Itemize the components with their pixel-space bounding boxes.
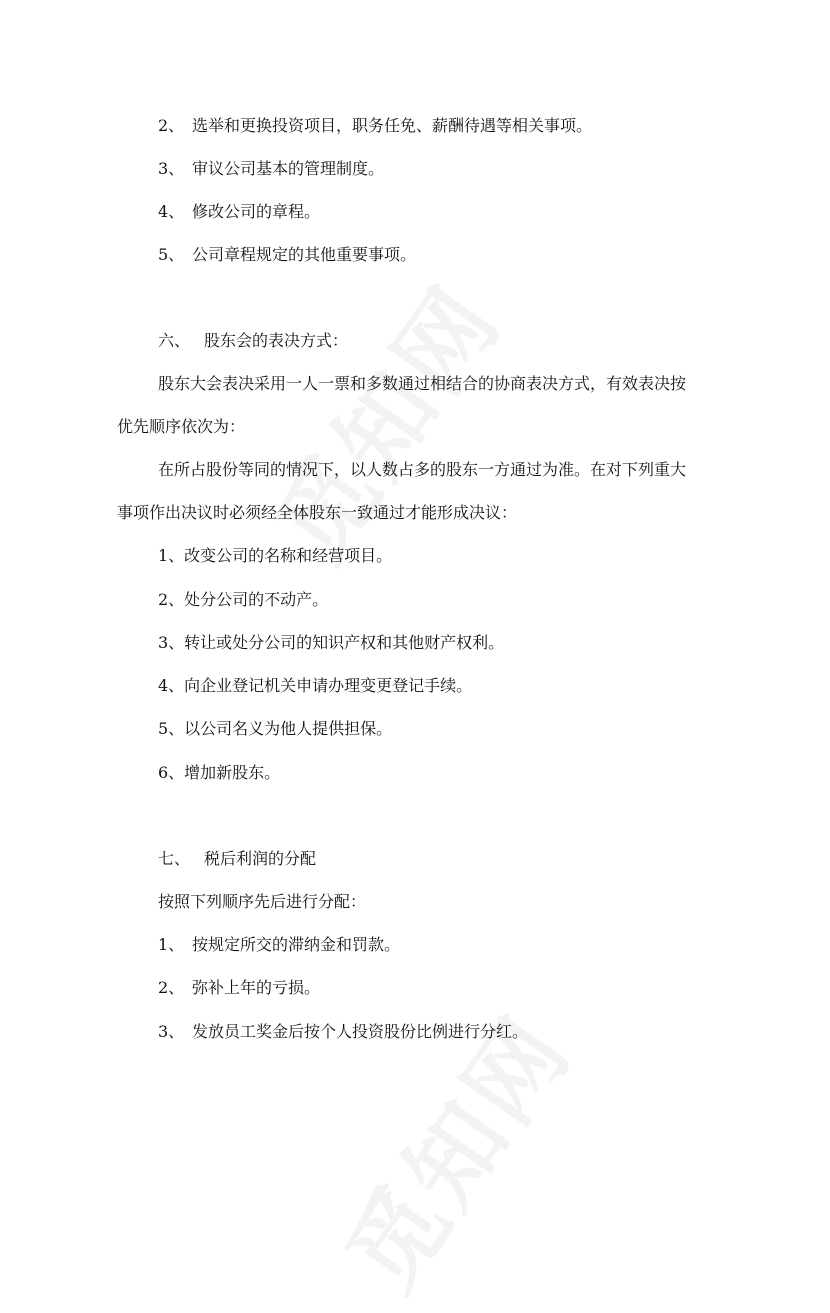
item-text: 公司章程规定的其他重要事项。 [192, 245, 417, 264]
paragraph-line: 事项作出决议时必须经全体股东一致通过才能形成决议： [117, 503, 518, 522]
list-item: 3、转让或处分公司的知识产权和其他财产权利。 [158, 633, 505, 652]
section-heading [158, 330, 348, 352]
list-item [158, 977, 320, 999]
watermark [239, 254, 527, 583]
paragraph-line: 在所占股份等同的情况下，以人数占多的股东一方通过为准。在对下列重大 [158, 460, 687, 479]
list-item: 4、向企业登记机关申请办理变更登记手续。 [158, 676, 473, 695]
item-text: 修改公司的章程。 [192, 202, 321, 221]
heading-text: 税后利润的分配 [204, 849, 317, 868]
list-item [158, 1021, 528, 1043]
item-text: 发放员工奖金后按个人投资股份比例进行分红。 [192, 1022, 529, 1041]
list-item [158, 244, 416, 266]
paragraph-line: 按照下列顺序先后进行分配： [158, 892, 367, 911]
list-item: 5、以公司名义为他人提供担保。 [158, 719, 393, 738]
item-number: 3、 [158, 159, 185, 178]
item-text: 弥补上年的亏损。 [192, 978, 321, 997]
list-item [158, 201, 320, 223]
item-number: 1、 [158, 935, 185, 954]
list-item [158, 115, 592, 137]
heading-number: 六、 [158, 331, 191, 350]
heading-text: 股东会的表决方式： [204, 331, 349, 350]
paragraph-line: 优先顺序依次为： [117, 417, 246, 436]
item-number: 2、 [158, 116, 185, 135]
item-number: 4、 [158, 202, 185, 221]
list-item [158, 934, 400, 956]
heading-number: 七、 [158, 849, 191, 868]
item-number: 5、 [158, 245, 185, 264]
list-item [158, 158, 384, 180]
section-heading [158, 848, 316, 870]
item-text: 审议公司基本的管理制度。 [192, 159, 385, 178]
list-item: 1、改变公司的名称和经营项目。 [158, 546, 393, 565]
item-number: 2、 [158, 978, 185, 997]
item-text: 按规定所交的滞纳金和罚款。 [192, 935, 401, 954]
list-item: 2、处分公司的不动产。 [158, 590, 329, 609]
list-item: 6、增加新股东。 [158, 763, 281, 782]
item-number: 3、 [158, 1022, 185, 1041]
paragraph-line: 股东大会表决采用一人一票和多数通过相结合的协商表决方式，有效表决按 [158, 374, 687, 393]
item-text: 选举和更换投资项目，职务任免、薪酬待遇等相关事项。 [192, 116, 593, 135]
